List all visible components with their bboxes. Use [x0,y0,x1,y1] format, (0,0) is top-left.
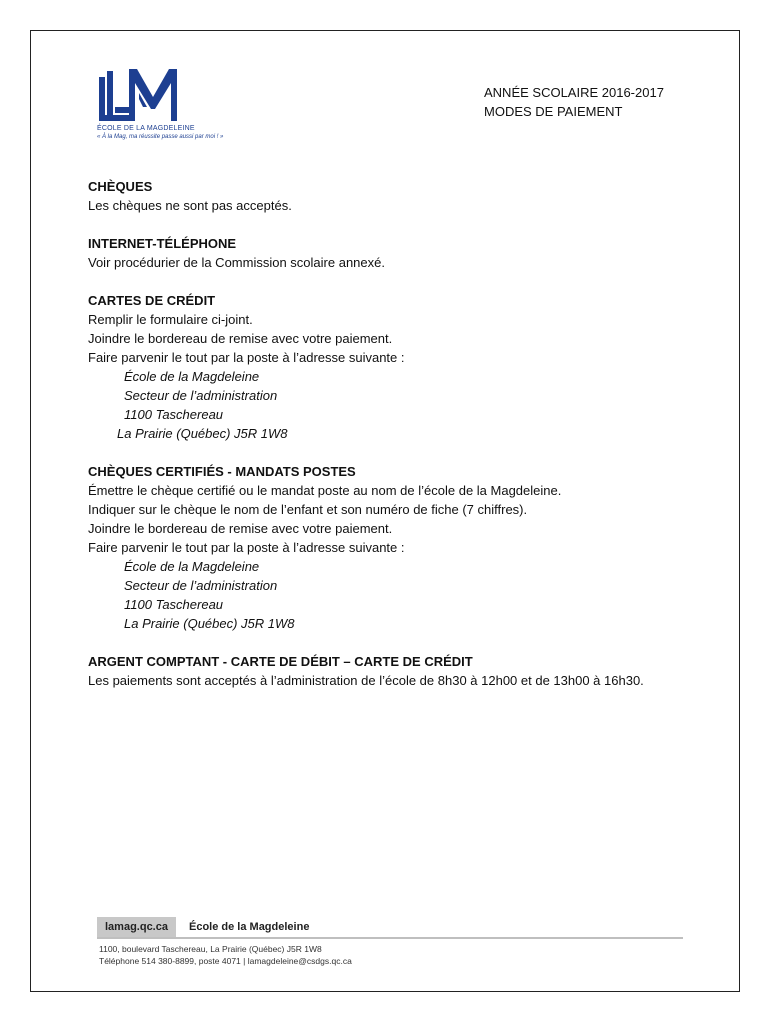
address-line: Secteur de l’administration [124,388,278,403]
address-line: Secteur de l’administration [124,578,278,593]
address-line: La Prairie (Québec) J5R 1W8 [124,616,295,631]
page-footer [97,917,683,967]
mailing-address [88,557,708,633]
document-title: MODES DE PAIEMENT [484,104,623,119]
section-heading: ARGENT COMPTANT - CARTE DE DÉBIT – CARTE DE CRÉDIT [88,654,473,669]
section-cheques [88,177,708,215]
section-heading: CARTES DE CRÉDIT [88,293,216,308]
section-credit-cards [88,291,708,443]
footer-bar [97,917,683,939]
section-line: Indiquer sur le chèque le nom de l’enfant et son numéro de fiche (7 chiffres). [88,502,528,517]
section-line: Joindre le bordereau de remise avec votre paiement. [88,331,393,346]
section-line: Les chèques ne sont pas acceptés. [88,198,292,213]
footer-phone-email: Téléphone 514 380-8899, poste 4071 | lamagdeleine@csdgs.qc.ca [99,956,352,966]
logo-tagline: « À la Mag, ma réussite passe aussi par moi ! » [97,134,224,140]
logo-school-name: ÉCOLE DE LA MAGDELEINE [97,125,195,132]
section-heading: CHÈQUES CERTIFIÉS - MANDATS POSTES [88,464,356,479]
document-page [30,30,740,992]
footer-school-name: École de la Magdeleine [189,921,310,933]
document-header [484,83,664,121]
mailing-address [88,367,708,443]
document-body [88,177,708,709]
address-line: 1100 Taschereau [124,407,224,422]
section-line: Joindre le bordereau de remise avec votre paiement. [88,521,393,536]
address-line: École de la Magdeleine [124,559,260,574]
section-heading: CHÈQUES [88,179,153,194]
school-logo [97,67,257,147]
section-internet-phone [88,234,708,272]
address-line: La Prairie (Québec) J5R 1W8 [117,426,288,441]
address-line: 1100 Taschereau [124,597,224,612]
section-line: Les paiements sont acceptés à l’administration de l’école de 8h30 à 12h00 et de 13h00 à 16h30. [88,673,644,688]
footer-website: lamag.qc.ca [97,917,176,937]
section-line: Voir procédurier de la Commission scolaire annexé. [88,255,385,270]
address-line: École de la Magdeleine [124,369,260,384]
school-logo-mark [97,67,183,123]
section-heading: INTERNET-TÉLÉPHONE [88,236,237,251]
section-certified-cheques [88,462,708,633]
footer-contact [97,943,683,967]
section-line: Émettre le chèque certifié ou le mandat poste au nom de l’école de la Magdeleine. [88,483,562,498]
school-year-title: ANNÉE SCOLAIRE 2016-2017 [484,85,664,100]
section-cash-debit [88,652,708,690]
footer-address: 1100, boulevard Taschereau, La Prairie (Québec) J5R 1W8 [99,944,322,954]
section-line: Remplir le formulaire ci-joint. [88,312,253,327]
section-line: Faire parvenir le tout par la poste à l’adresse suivante : [88,540,405,555]
section-line: Faire parvenir le tout par la poste à l’adresse suivante : [88,350,405,365]
